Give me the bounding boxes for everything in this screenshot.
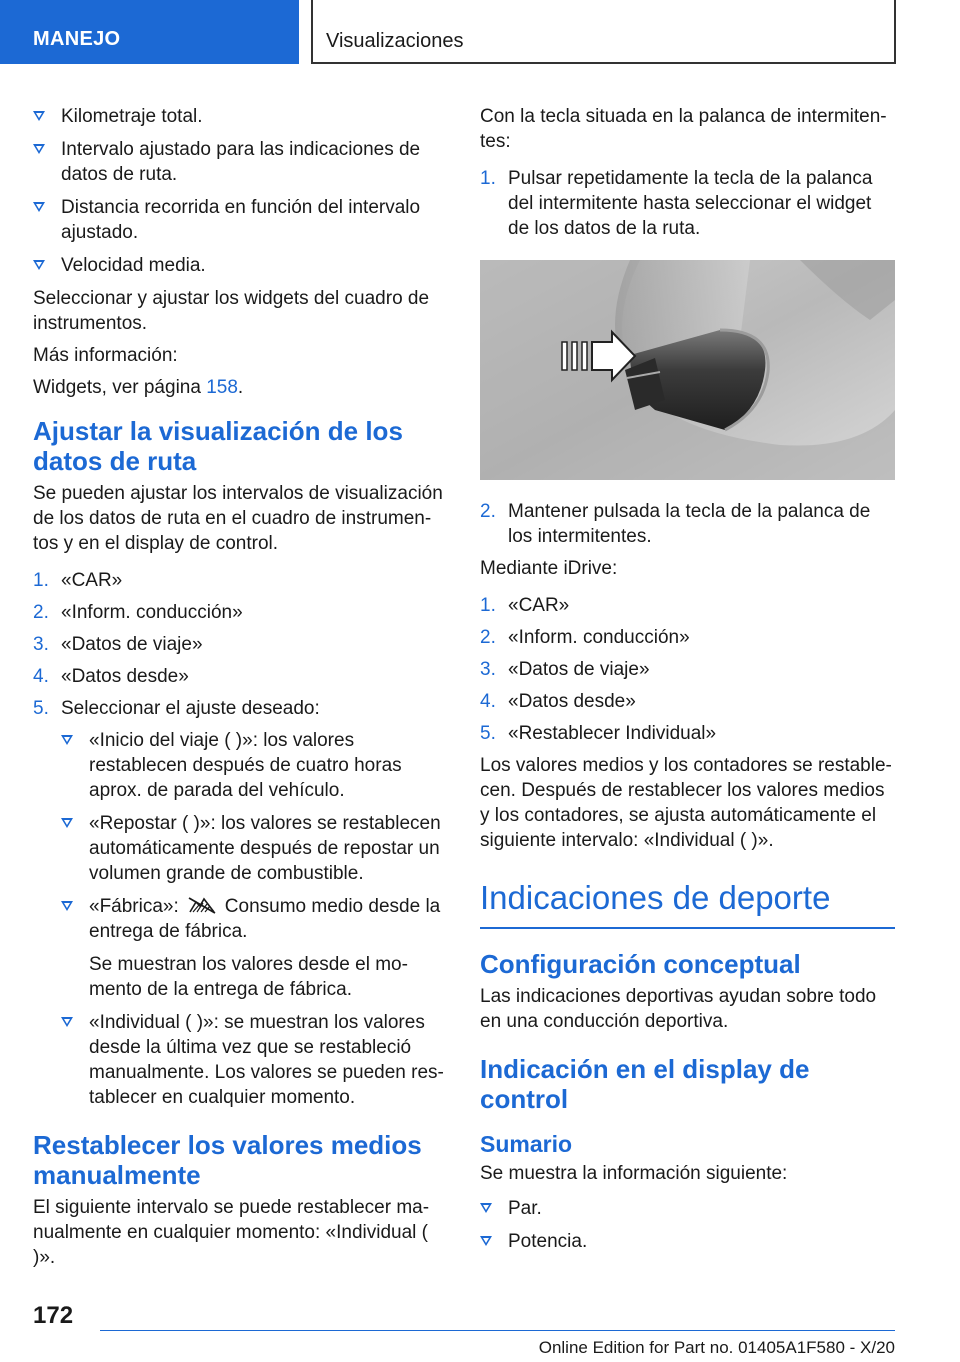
header-title: Visualizaciones (326, 30, 464, 52)
bullet-triangle-icon (480, 1203, 492, 1213)
list-item: 5. Seleccionar el ajuste deseado: «Inicio del viaje ( )»: los valores restablecen después de cuatro horas aprox. de parada del vehículo. «Repostar ( )»: los valores se restablecen automáticamente después de repostar un volumen grande de combustible. «Fábrica»: Consumo medio desde la entrega de fábrica. Se muestran los valores desde el mo- mento de la entrega de fábrica. «Individual ( )»: se muestran los valores desde la última vez que se restableció manualmente. Los valores se pueden res- tablecer en cualquier momento. (33, 696, 451, 1110)
bullet-triangle-icon (33, 144, 45, 154)
sub-option-item: «Inicio del viaje ( )»: los valores restablecen después de cuatro horas aprox. de parada del vehículo. (61, 728, 451, 803)
bullet-list-top (33, 104, 451, 278)
bullet-triangle-icon (33, 202, 45, 212)
sub-option-item: «Fábrica»: Consumo medio desde la entrega de fábrica. Se muestran los valores desde el mo- mento de la entrega de fábrica. (61, 894, 451, 1002)
list-item: Intervalo ajustado para las indicaciones de datos de ruta. (33, 137, 451, 187)
header-section-tab (0, 0, 299, 64)
list-item: 5. «Restablecer Individual» (480, 723, 717, 744)
list-item: 1. Pulsar repetidamente la tecla de la palanca del intermitente hasta seleccionar el widget de los datos de la ruta. (480, 168, 873, 239)
page-link[interactable]: 158 (206, 377, 238, 398)
list-item: 2. «Inform. conducción» (480, 627, 690, 648)
paragraph: Los valores medios y los contadores se restable- cen. Después de restablecer los valores medios y los contadores, se ajusta automáticamente el siguiente intervalo: «Individual ( )». (480, 755, 892, 851)
paragraph: Más información: (33, 345, 178, 366)
bullet-triangle-icon (61, 1017, 73, 1027)
paragraph: Las indicaciones deportivas ayudan sobre todo en una conducción deportiva. (480, 986, 877, 1032)
list-item: 3. «Datos de viaje» (480, 659, 650, 680)
list-item: Kilometraje total. (33, 104, 451, 129)
page-number: 172 (33, 1302, 74, 1329)
heading-ajustar: Ajustar la visualización de los datos de ruta (33, 416, 403, 476)
list-item: 3. «Datos de viaje» (33, 634, 203, 655)
heading-restablecer: Restablecer los valores medios manualmente (33, 1130, 422, 1190)
paragraph-widgets-ref: Widgets, ver página 158. (33, 377, 244, 398)
list-item: 4. «Datos desde» (33, 666, 189, 687)
list-item: Par. (480, 1196, 895, 1221)
paragraph: El siguiente intervalo se puede restablecer ma- nualmente en cualquier momento: «Individual ( )». (33, 1197, 430, 1268)
list-item: 1. «CAR» (480, 595, 570, 616)
paragraph: Se muestra la información siguiente: (480, 1163, 788, 1184)
list-item: 2. «Inform. conducción» (33, 602, 243, 623)
bullet-list-sumario (480, 1196, 895, 1254)
bullet-triangle-icon (61, 735, 73, 745)
header-title-frame (311, 0, 896, 64)
bullet-triangle-icon (33, 260, 45, 270)
heading-display: Indicación en el display de control (480, 1054, 810, 1114)
bullet-triangle-icon (33, 111, 45, 121)
footer-divider (100, 1330, 895, 1331)
list-item: 2. Mantener pulsada la tecla de la palanca de los intermitentes. (480, 501, 871, 547)
steps-list-lever-2 (480, 499, 895, 549)
header-section-label: MANEJO (33, 28, 121, 50)
sub-option-item: «Individual ( )»: se muestran los valores desde la última vez que se restableció manualmente. Los valores se pueden res- tablecer en cualquier momento. (61, 1010, 451, 1110)
right-column (480, 104, 895, 1262)
bullet-triangle-icon (61, 901, 73, 911)
sub-option-item: «Repostar ( )»: los valores se restablecen automáticamente después de repostar un volumen grande de combustible. (61, 811, 451, 886)
list-item: Distancia recorrida en función del intervalo ajustado. (33, 195, 451, 245)
heading-sumario: Sumario (480, 1131, 573, 1157)
steps-list (33, 568, 451, 1110)
list-item: 4. «Datos desde» (480, 691, 636, 712)
turn-signal-lever-photo (480, 260, 895, 480)
list-item: Potencia. (480, 1229, 895, 1254)
steps-list-lever (480, 166, 895, 241)
chapter-heading-deporte: Indicaciones de deporte (480, 879, 895, 929)
heading-config: Configuración conceptual (480, 949, 801, 979)
factory-icon (187, 895, 217, 915)
steps-list-idrive (480, 593, 895, 746)
list-item: Velocidad media. (33, 253, 451, 278)
paragraph: Se pueden ajustar los intervalos de visualización de los datos de ruta en el cuadro de instrumen- tos y en el display de control. (33, 483, 443, 554)
bullet-triangle-icon (480, 1236, 492, 1246)
list-item: 1. «CAR» (33, 570, 123, 591)
sub-option-list (61, 728, 451, 1110)
paragraph: Con la tecla situada en la palanca de intermiten- tes: (480, 106, 887, 152)
paragraph: Seleccionar y ajustar los widgets del cuadro de instrumentos. (33, 288, 430, 334)
bullet-triangle-icon (61, 818, 73, 828)
footer-edition: Online Edition for Part no. 01405A1F580 - X/20 (538, 1338, 895, 1357)
paragraph: Mediante iDrive: (480, 558, 618, 579)
left-column (33, 104, 451, 1277)
